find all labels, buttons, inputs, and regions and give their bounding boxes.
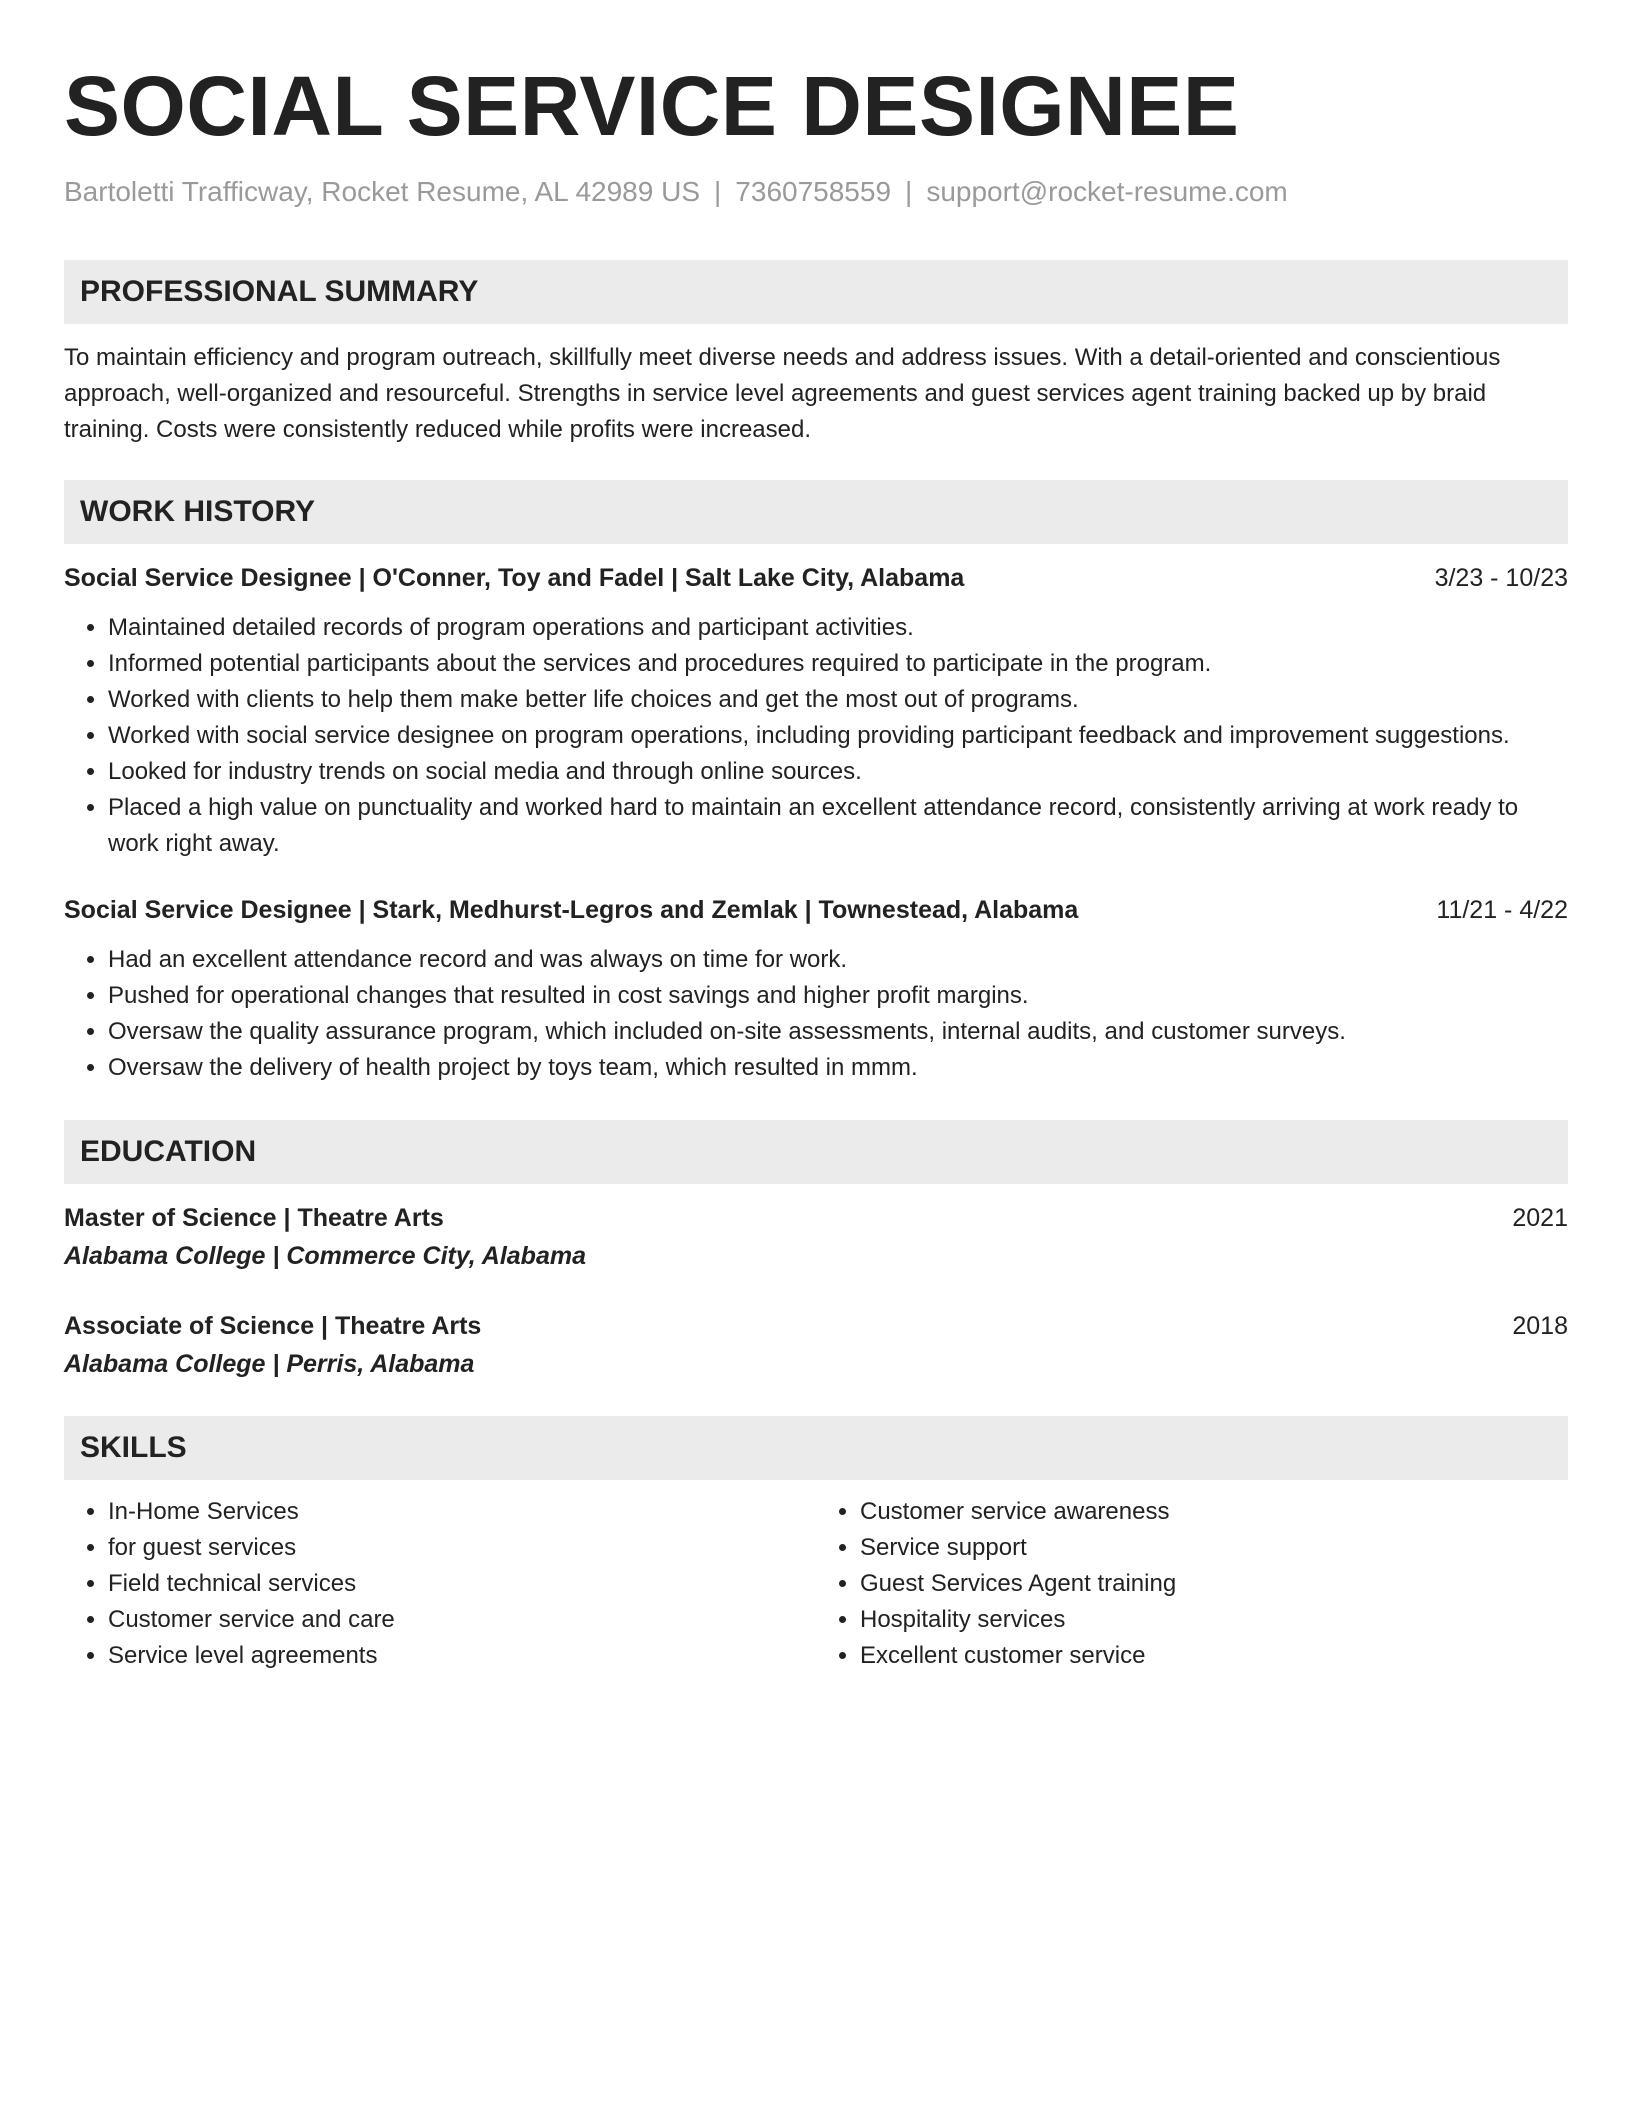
- graduation-year: 2018: [1512, 1312, 1568, 1340]
- job-duty: • Maintained detailed records of program operations and participant activities.: [108, 610, 1568, 646]
- job-duty: • Oversaw the quality assurance program, which included on-site assessments, internal audits, and customer surveys.: [108, 1014, 1568, 1050]
- school-name: Alabama College | Perris, Alabama: [64, 1350, 475, 1378]
- job-dates: 11/21 - 4/22: [1436, 896, 1568, 924]
- resume-name: SOCIAL SERVICE DESIGNEE: [64, 59, 1240, 153]
- job-duty: • Placed a high value on punctuality and worked hard to maintain an excellent attendance record, consistently arriving at work ready to work right away.: [108, 790, 1568, 862]
- job-header: [64, 560, 1568, 596]
- skill-item: • Customer service and care: [108, 1602, 816, 1638]
- job-entry: [64, 892, 1568, 1086]
- contact-address: Bartoletti Trafficway, Rocket Resume, AL 42989 US: [64, 176, 701, 207]
- job-duty: • Pushed for operational changes that resulted in cost savings and higher profit margins.: [108, 978, 1568, 1014]
- education-entry: [64, 1200, 1568, 1274]
- skill-item: • Service level agreements: [108, 1638, 816, 1674]
- education-header: [64, 1308, 1568, 1344]
- contact-separator: |: [905, 176, 913, 207]
- skills-column-right: [816, 1494, 1568, 1674]
- section-heading-skills: SKILLS: [64, 1416, 1568, 1480]
- section-heading-education: EDUCATION: [64, 1120, 1568, 1184]
- skill-item: • In-Home Services: [108, 1494, 816, 1530]
- skill-item: • Hospitality services: [860, 1602, 1568, 1638]
- job-duties: [64, 610, 1568, 862]
- skill-item: • Customer service awareness: [860, 1494, 1568, 1530]
- job-duty: • Worked with clients to help them make better life choices and get the most out of programs.: [108, 682, 1568, 718]
- graduation-year: 2021: [1512, 1204, 1568, 1232]
- skill-item: • Excellent customer service: [860, 1638, 1568, 1674]
- job-entry: [64, 560, 1568, 862]
- job-duty: • Oversaw the delivery of health project by toys team, which resulted in mmm.: [108, 1050, 1568, 1086]
- skill-item: • Guest Services Agent training: [860, 1566, 1568, 1602]
- education-entry: [64, 1308, 1568, 1382]
- contact-line: [64, 174, 1568, 210]
- skills-column-left: [64, 1494, 816, 1674]
- job-duty: • Informed potential participants about the services and procedures required to participate in the program.: [108, 646, 1568, 682]
- skill-item: • Service support: [860, 1530, 1568, 1566]
- education-header: [64, 1200, 1568, 1236]
- job-dates: 3/23 - 10/23: [1434, 564, 1568, 592]
- contact-phone: 7360758559: [735, 176, 892, 207]
- summary-text: To maintain efficiency and program outreach, skillfully meet diverse needs and address issues. With a detail-oriented and conscientious approach, well-organized and resourceful. Strengths in service level agreements and guest services agent training backed up by braid training. Costs were consistently reduced while profits were increased.: [64, 344, 1501, 443]
- job-duty: • Had an excellent attendance record and was always on time for work.: [108, 942, 1568, 978]
- skill-item: • for guest services: [108, 1530, 816, 1566]
- section-heading-summary: PROFESSIONAL SUMMARY: [64, 260, 1568, 324]
- degree-title: Master of Science | Theatre Arts: [64, 1204, 444, 1232]
- job-duty: • Worked with social service designee on program operations, including providing participant feedback and improvement suggestions.: [108, 718, 1568, 754]
- skill-item: • Field technical services: [108, 1566, 816, 1602]
- skills-list: [64, 1494, 1568, 1674]
- school-name: Alabama College | Commerce City, Alabama: [64, 1242, 586, 1270]
- section-heading-work-history: WORK HISTORY: [64, 480, 1568, 544]
- contact-email: support@rocket-resume.com: [926, 176, 1288, 207]
- job-duties: [64, 942, 1568, 1086]
- contact-separator: |: [714, 176, 722, 207]
- job-title: Social Service Designee | Stark, Medhurst-Legros and Zemlak | Townestead, Alabama: [64, 896, 1079, 924]
- job-header: [64, 892, 1568, 928]
- job-title: Social Service Designee | O'Conner, Toy and Fadel | Salt Lake City, Alabama: [64, 564, 965, 592]
- job-duty: • Looked for industry trends on social media and through online sources.: [108, 754, 1568, 790]
- degree-title: Associate of Science | Theatre Arts: [64, 1312, 482, 1340]
